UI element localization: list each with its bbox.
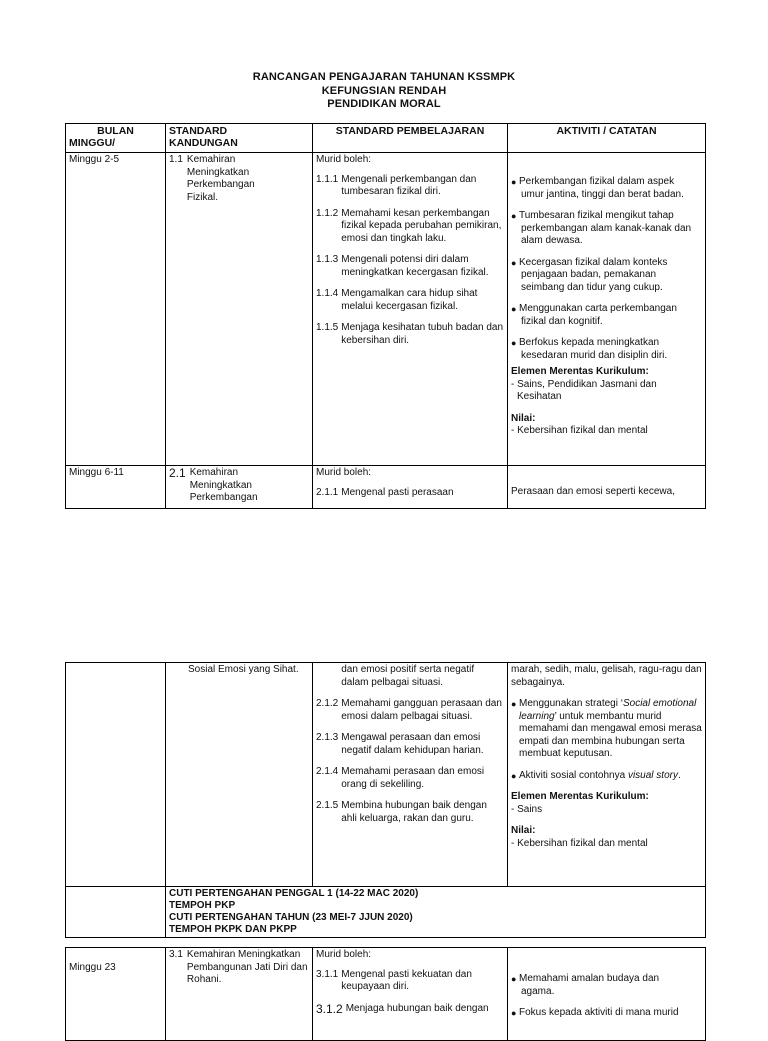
activity-text-cont: perkembangan alam kanak-kanak dan alam dewasa. bbox=[521, 222, 692, 246]
activity-text: . bbox=[677, 769, 681, 781]
header-week-line-2: MINGGU/ bbox=[69, 137, 116, 149]
nilai-text: - Kebersihan fizikal dan mental bbox=[511, 425, 648, 436]
bullet-icon: ● bbox=[511, 304, 517, 314]
sp-text: Membina hubungan baik dengan ahli keluarga, rakan dan guru. bbox=[341, 800, 487, 824]
sp-text: Menjaga hubungan baik dengan bbox=[345, 1002, 489, 1014]
holiday-cell bbox=[166, 887, 706, 938]
activity-cell bbox=[508, 663, 706, 887]
sk-cell bbox=[166, 466, 313, 509]
header-standard-pembelajaran: STANDARD PEMBELAJARAN bbox=[313, 124, 508, 153]
sp-item-1-cont bbox=[316, 664, 504, 689]
holiday-line-4: TEMPOH PKPK DAN PKPP bbox=[169, 924, 297, 935]
elemen-label: Elemen Merentas Kurikulum: bbox=[511, 791, 649, 802]
activity-item-1 bbox=[511, 176, 702, 201]
sp-text: Mengenal pasti perasaan bbox=[341, 486, 454, 498]
sk-number: 1.1 bbox=[169, 154, 183, 165]
title-line-2: KEFUNGSIAN RENDAH bbox=[321, 84, 447, 97]
sp-number: 1.1.4 bbox=[316, 288, 339, 299]
sp-item-5 bbox=[316, 800, 504, 825]
activity-cell bbox=[508, 948, 706, 1041]
activity-text: Kecergasan fizikal dalam konteks bbox=[519, 256, 668, 268]
sp-text: Memahami gangguan perasaan dan emosi dalam pelbagai situasi. bbox=[341, 698, 502, 722]
sp-item-1 bbox=[316, 969, 504, 994]
activity-text-cont: fizikal dan kognitif. bbox=[521, 315, 603, 327]
nilai-label: Nilai: bbox=[511, 412, 536, 424]
elemen-text-cont: Kesihatan bbox=[517, 391, 562, 402]
bullet-icon: ● bbox=[511, 1008, 517, 1018]
sp-text: Memahami kesan perkembangan fizikal kepada perubahan pemikiran, emosi dan tingkah laku. bbox=[341, 207, 502, 244]
activity-text-cont: marah, sedih, malu, gelisah, ragu-ragu dan sebagainya. bbox=[511, 664, 702, 688]
sp-number: 2.1.3 bbox=[316, 732, 339, 743]
sp-item-2 bbox=[316, 1003, 504, 1016]
week-cell: Minggu 2-5 bbox=[66, 153, 166, 466]
sp-text: dan emosi positif serta negatif dalam pelbagai situasi. bbox=[341, 664, 475, 688]
document-title bbox=[0, 71, 768, 112]
elemen-label: Elemen Merentas Kurikulum: bbox=[511, 366, 649, 377]
elemen-text: - Sains, Pendidikan Jasmani dan bbox=[511, 378, 657, 390]
activity-item-1 bbox=[511, 973, 702, 998]
activity-cell bbox=[508, 466, 706, 509]
sk-cell bbox=[166, 153, 313, 466]
sp-item-4 bbox=[316, 766, 504, 791]
table-row bbox=[66, 153, 706, 466]
sk-item bbox=[169, 154, 309, 204]
sk-item bbox=[169, 949, 309, 987]
sk-text: Kemahiran Meningkatkan Perkembangan bbox=[189, 467, 258, 503]
holiday-row bbox=[66, 887, 706, 938]
sp-number: 1.1.1 bbox=[316, 173, 339, 185]
activity-text: Tumbesaran fizikal mengikut tahap bbox=[519, 210, 674, 221]
activity-text-cont: agama. bbox=[521, 985, 555, 997]
table-row bbox=[66, 663, 706, 887]
title-line-1: RANCANGAN PENGAJARAN TAHUNAN KSSMPK bbox=[252, 71, 516, 83]
sp-item-2 bbox=[316, 698, 504, 723]
sp-cell bbox=[313, 153, 508, 466]
sk-number: 3.1 bbox=[169, 949, 183, 960]
sp-text: Mengenali perkembangan dan tumbesaran fizikal diri. bbox=[341, 173, 477, 197]
plan-table-page-2-cont bbox=[65, 947, 706, 1041]
header-row bbox=[66, 124, 706, 153]
bullet-icon: ● bbox=[511, 257, 517, 268]
sk-item bbox=[169, 467, 309, 505]
nilai-label: Nilai: bbox=[511, 825, 536, 836]
nilai-text: - Kebersihan fizikal dan mental bbox=[511, 837, 648, 849]
activity-item-2 bbox=[511, 1007, 702, 1020]
sp-number: 1.1.3 bbox=[316, 254, 339, 265]
activity-text: Memahami amalan budaya dan bbox=[519, 973, 660, 984]
sp-text: Mengamalkan cara hidup sihat melalui kecergasan fizikal. bbox=[341, 288, 478, 312]
bullet-icon: ● bbox=[511, 770, 517, 781]
week-text: Minggu 23 bbox=[69, 962, 116, 973]
activity-text: Menggunakan carta perkembangan bbox=[519, 303, 677, 314]
sk-number: 2.1 bbox=[169, 466, 186, 480]
header-aktiviti: AKTIVITI / CATATAN bbox=[508, 124, 706, 153]
bullet-icon: ● bbox=[511, 974, 517, 984]
sp-cell bbox=[313, 466, 508, 509]
week-cell: Minggu 6-11 bbox=[66, 466, 166, 509]
sp-text: Menjaga kesihatan tubuh badan dan kebersihan diri. bbox=[341, 322, 504, 346]
holiday-line-3: CUTI PERTENGAHAN TAHUN (23 MEI-7 JJUN 2020) bbox=[169, 912, 413, 923]
activity-text: Aktiviti sosial contohnya bbox=[519, 769, 628, 781]
sk-text: Kemahiran Meningkatkan Perkembangan Fizikal. bbox=[186, 154, 255, 203]
bullet-icon: ● bbox=[511, 338, 517, 348]
table-row bbox=[66, 466, 706, 509]
sp-item-2 bbox=[316, 208, 504, 246]
plan-table-page-1 bbox=[65, 123, 706, 509]
sp-item-3 bbox=[316, 254, 504, 279]
sp-cell bbox=[313, 948, 508, 1041]
activity-text-italic: Social emotional learning bbox=[519, 698, 697, 722]
sp-number: 1.1.5 bbox=[316, 322, 339, 333]
activity-text-cont: umur jantina, tinggi dan berat badan. bbox=[521, 188, 684, 200]
activity-item-3 bbox=[511, 257, 702, 295]
sp-number: 2.1.4 bbox=[316, 766, 339, 777]
sk-cell bbox=[166, 948, 313, 1041]
elemen-text: - Sains bbox=[511, 803, 543, 815]
sp-text: Memahami perasaan dan emosi orang di sekeliling. bbox=[341, 766, 485, 790]
title-line-3: PENDIDIKAN MORAL bbox=[327, 98, 441, 110]
activity-item-3 bbox=[511, 770, 702, 783]
activity-text: Menggunakan strategi ‘ bbox=[519, 698, 623, 709]
sk-text-cont: Sosial Emosi yang Sihat. bbox=[188, 664, 299, 675]
sp-text: Mengawal perasaan dan emosi negatif dalam kehidupan harian. bbox=[341, 732, 484, 756]
activity-text-italic: visual story bbox=[627, 769, 678, 781]
sk-cell bbox=[166, 663, 313, 887]
activity-text-cont: penjagaan badan, pemakanan seimbang dan tidur yang cukup. bbox=[521, 269, 663, 293]
sp-text: Mengenal pasti kekuatan dan keupayaan diri. bbox=[341, 968, 472, 992]
sk-text: Kemahiran Meningkatkan Pembangunan Jati Diri dan Rohani. bbox=[186, 949, 308, 985]
header-week bbox=[66, 124, 166, 153]
activity-text: Perkembangan fizikal dalam aspek bbox=[519, 176, 675, 187]
sp-item-4 bbox=[316, 288, 504, 313]
activity-text-cont: kesedaran murid dan disiplin diri. bbox=[521, 349, 668, 361]
sp-number: 2.1.1 bbox=[316, 486, 339, 498]
holiday-line-1: CUTI PERTENGAHAN PENGGAL 1 (14-22 MAC 2020) bbox=[169, 888, 419, 899]
header-week-line-1: BULAN bbox=[97, 125, 134, 137]
activity-item-5 bbox=[511, 337, 702, 362]
table-row bbox=[66, 948, 706, 1041]
holiday-line-2: TEMPOH PKP bbox=[169, 900, 236, 911]
activity-item-2 bbox=[511, 698, 702, 761]
sp-lead: Murid boleh: bbox=[316, 949, 372, 960]
activity-text: Perasaan dan emosi seperti kecewa, bbox=[511, 486, 675, 497]
sp-item-3 bbox=[316, 732, 504, 757]
activity-item-4 bbox=[511, 303, 702, 328]
sp-number: 2.1.5 bbox=[316, 800, 339, 811]
sp-lead: Murid boleh: bbox=[316, 467, 372, 478]
bullet-icon: ● bbox=[511, 211, 517, 221]
activity-text: Berfokus kepada meningkatkan bbox=[519, 337, 660, 348]
sp-number: 2.1.2 bbox=[316, 698, 339, 709]
sp-number: 1.1.2 bbox=[316, 207, 339, 219]
sp-item bbox=[316, 487, 504, 500]
header-sk-line-1: STANDARD bbox=[169, 125, 228, 137]
activity-item-2 bbox=[511, 210, 702, 248]
sp-item-5 bbox=[316, 322, 504, 347]
sp-text: Mengenali potensi diri dalam meningkatkan kecergasan fizikal. bbox=[341, 254, 489, 278]
activity-text: ’ untuk membantu murid memahami dan mengawal emosi merasa empati dan membina hubungan serta membuat keputusan. bbox=[519, 710, 702, 759]
sp-lead: Murid boleh: bbox=[316, 154, 372, 165]
holiday-blank-cell bbox=[66, 887, 166, 938]
plan-table-page-2 bbox=[65, 662, 706, 938]
sp-cell bbox=[313, 663, 508, 887]
header-sk-line-2: KANDUNGAN bbox=[169, 137, 238, 149]
header-standard-kandungan bbox=[166, 124, 313, 153]
sp-number: 3.1.1 bbox=[316, 968, 339, 980]
bullet-icon: ● bbox=[511, 177, 517, 187]
week-cell bbox=[66, 948, 166, 1041]
week-cell bbox=[66, 663, 166, 887]
sp-number: 3.1.2 bbox=[316, 1001, 343, 1016]
activity-cell bbox=[508, 153, 706, 466]
activity-text: Fokus kepada aktiviti di mana murid bbox=[519, 1007, 679, 1018]
sp-item-1 bbox=[316, 174, 504, 199]
bullet-icon: ● bbox=[511, 699, 517, 709]
